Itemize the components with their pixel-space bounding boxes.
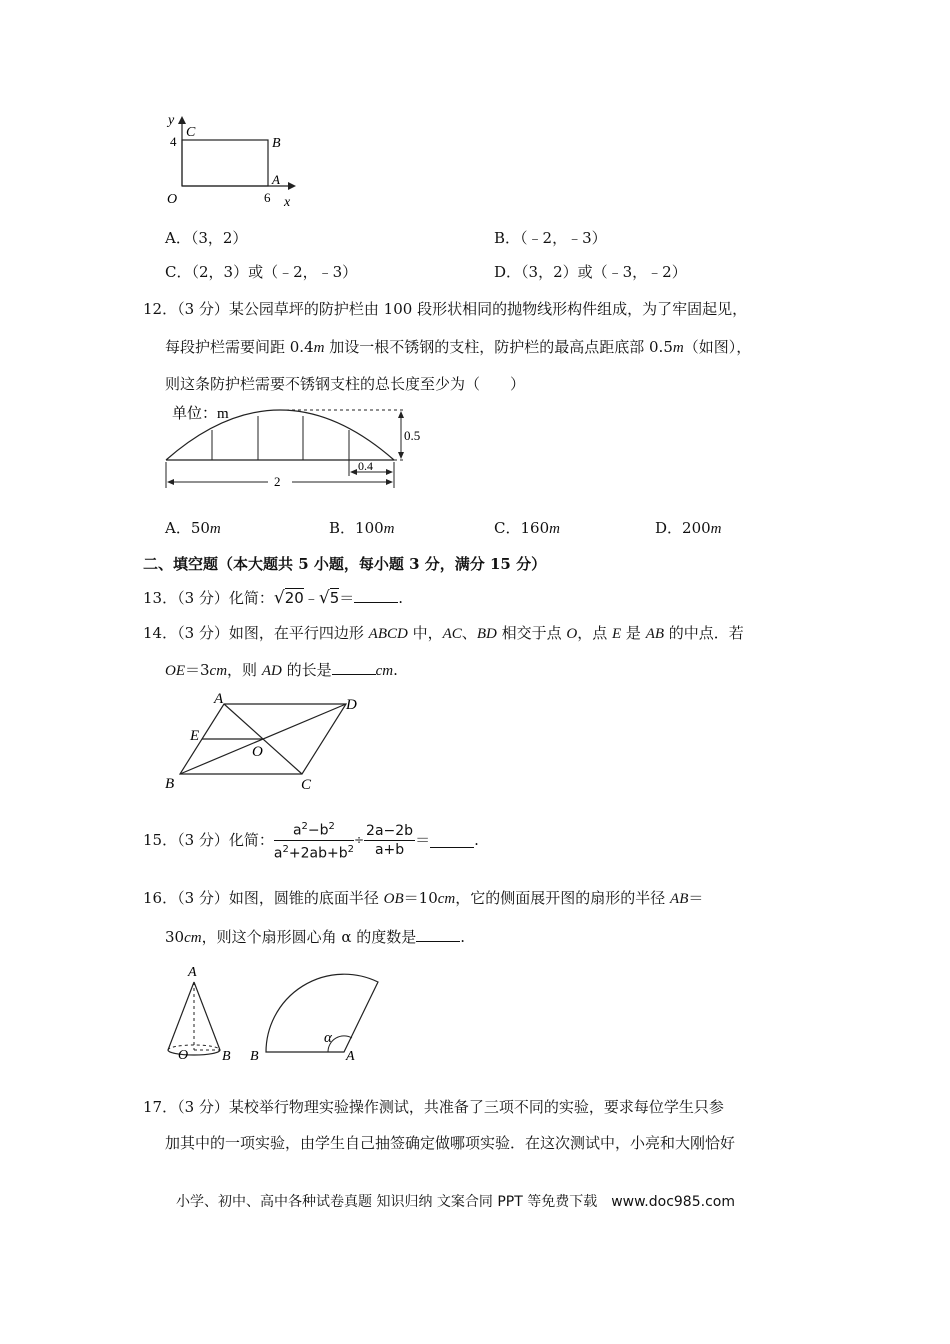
q14-line1: 14．（3 分）如图，在平行四边形 ABCD 中，AC、BD 相交于点 O，点 E 是 AB 的中点．若 <box>143 624 744 642</box>
fig14-e-label: E <box>190 728 200 744</box>
fig11-six-label: 6 <box>264 190 271 205</box>
fig14-d-label: D <box>346 697 357 713</box>
q11-figure <box>160 110 300 210</box>
q17-line1: 17．（3 分）某校举行物理实验操作测试，共准备了三项不同的实验，要求每位学生只参 <box>143 1098 724 1116</box>
fig12-width-label: 2 <box>274 474 281 489</box>
q11-option-c: C．（2，3）或（﹣2，﹣3） <box>165 263 358 281</box>
q15: 15．（3 分）化简： $\frac{a^2-b^2}{a^2+2ab+b^2}$ ÷ $\frac{2a-2b}{a+b}$ ＝ . <box>143 818 479 864</box>
q12-line3: 则这条防护栏需要不锈钢支柱的总长度至少为（ ） <box>165 375 526 393</box>
fig16-cone-o-label: O <box>178 1048 189 1063</box>
q11-option-d: D．（3，2）或（﹣3，﹣2） <box>494 263 687 281</box>
fig16-cone-a-label: A <box>188 965 197 980</box>
q11-option-a: A．（3，2） <box>165 229 248 247</box>
fig14-o-label: O <box>252 744 263 760</box>
q15-fraction-1: $\frac{a^2-b^2}{a^2+2ab+b^2}$ <box>274 818 354 862</box>
fig14-b-label: B <box>165 776 175 792</box>
q12-option-c: C．160m <box>494 519 560 537</box>
q14-line2: OE＝3cm，则 AD 的长是 cm. <box>165 661 398 679</box>
q14-figure <box>160 690 370 795</box>
fig16-sector-b-label: B <box>250 1049 259 1064</box>
fig11-b-label: B <box>272 136 281 151</box>
fig14-a-label: A <box>214 691 224 707</box>
q16-answer-blank <box>416 927 460 942</box>
q16-line2: 30cm，则这个扇形圆心角 α 的度数是 . <box>165 928 466 946</box>
q12-figure <box>160 398 440 498</box>
fig11-a-label: A <box>272 172 280 187</box>
fig14-c-label: C <box>301 777 312 793</box>
fig16-cone-b-label: B <box>222 1049 231 1064</box>
q13: 13．（3 分）化简：√20﹣√5＝ . <box>143 588 404 608</box>
fig12-gap-label: 0.4 <box>358 459 373 473</box>
section-2-title: 二、填空题（本大题共 5 小题，每小题 3 分，满分 15 分） <box>143 555 547 573</box>
q17-line2: 加其中的一项实验，由学生自己抽签确定做哪项实验．在这次测试中，小亮和大刚恰好 <box>165 1134 736 1152</box>
q12-line2: 每段护栏需要间距 0.4m 加设一根不锈钢的支柱，防护栏的最高点距底部 0.5m（如图）， <box>165 338 752 356</box>
fig11-y-label: y <box>168 113 175 128</box>
q15-fraction-2: $\frac{2a-2b}{a+b}$ <box>366 822 414 858</box>
q12-option-a: A．50m <box>165 519 221 537</box>
q16-figure <box>160 962 390 1067</box>
fig11-c-label: C <box>186 125 196 140</box>
q14-answer-blank <box>332 660 376 675</box>
q12-line1: 12．（3 分）某公园草坪的防护栏由 100 段形状相同的抛物线形构件组成，为了牢固起见， <box>143 300 748 318</box>
fig11-x-label: x <box>284 195 291 210</box>
q12-option-d: D．200m <box>655 519 722 537</box>
q16-line1: 16．（3 分）如图，圆锥的底面半径 OB＝10cm，它的侧面展开图的扇形的半径 AB＝ <box>143 889 704 907</box>
q11-option-b: B．（﹣2，﹣3） <box>494 229 607 247</box>
fig11-o-label: O <box>167 192 178 207</box>
fig12-unit-label: 单位：m <box>172 406 229 422</box>
page-footer: 小学、初中、高中各种试卷真题 知识归纳 文案合同 PPT 等免费下载 www.doc985.com <box>176 1194 735 1210</box>
q15-answer-blank <box>430 833 474 848</box>
q13-answer-blank <box>354 588 398 603</box>
fig11-four-label: 4 <box>170 134 177 149</box>
fig16-sector-alpha-label: α <box>324 1030 332 1046</box>
fig16-sector-a-label: A <box>346 1049 355 1064</box>
fig12-height-label: 0.5 <box>404 428 421 443</box>
q12-option-b: B．100m <box>329 519 395 537</box>
